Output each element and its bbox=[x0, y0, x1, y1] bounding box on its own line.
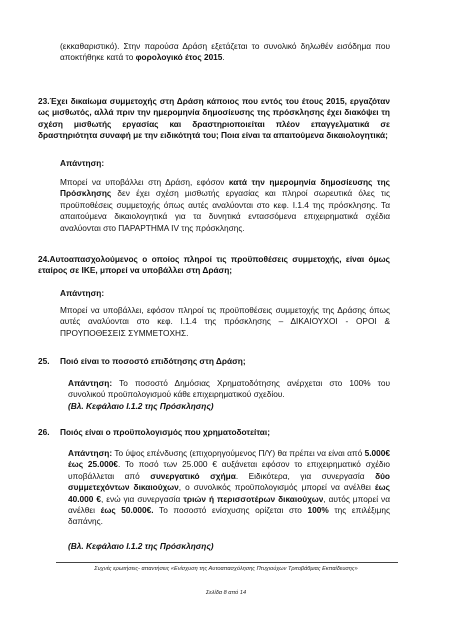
answer-emphasis: κατά την ημερομηνία δημοσίευσης της Πρόσκλησης bbox=[60, 177, 390, 199]
answer-emphasis: συνεργατικό σχήμα bbox=[150, 470, 236, 481]
answer-label: Απάντηση: bbox=[68, 378, 113, 388]
answer-text: . Ειδικότερα, για συνεργασία bbox=[235, 470, 376, 481]
answer-label: Απάντηση: bbox=[68, 448, 113, 458]
question-25 bbox=[38, 356, 390, 367]
answer-26 bbox=[68, 448, 390, 528]
answer-23 bbox=[60, 177, 390, 234]
answer-text: , αυτός μπορεί να ανέλθει bbox=[68, 493, 390, 516]
question-number: 25. bbox=[38, 356, 50, 366]
footer-title: Συχνές ερωτήσεις- απαντήσεις «Ενίσχυση της Αυτοαπασχόλησης Πτυχιούχων Τριτοβάθμιας Εκπαίδευσης» bbox=[94, 566, 358, 572]
answer-emphasis: 100% bbox=[307, 505, 329, 516]
answer-emphasis: έως 50.000€. bbox=[100, 505, 154, 516]
answer-text: , ενώ για συνεργασία bbox=[100, 493, 184, 504]
question-text: Έχει δικαίωμα συμμετοχής στη Δράση κάποιος που εντός του έτους 2015, εργαζόταν ως μισθωτός, αλλά πριν την ημερομηνία δημοσίευσης της πρόσκλησης έχει διακόψει τη σχέση μισθωτής εργασίας και δραστηριοποιείται πλέον επαγγελματικά σε δραστηριότητα συναφή με την ειδικότητά του; Ποια είναι τα απαιτούμενα δικαιολογητικά; bbox=[38, 96, 390, 141]
answer-label-24: Απάντηση: bbox=[60, 288, 105, 298]
answer-text: , ο συνολικός προϋπολογισμός μπορεί να ανέλθει bbox=[178, 482, 375, 493]
answer-text: Το ποσοστό Δημόσιας Χρηματοδότησης ανέρχεται στο 100% του συνολικού προϋπολογισμού κάθε επιχειρηματικού σχεδίου. bbox=[68, 378, 390, 400]
answer-24: Μπορεί να υποβάλλει, εφόσον πληροί τις προϋποθέσεις συμμετοχής της Δράσης όπως αυτές αναλύονται στο κεφ. Ι.1.4 της πρόσκλησης – ΔΙΚΑΙΟΥΧΟΙ - ΟΡΟΙ & ΠΡΟΥΠΟΘΕΣΕΙΣ ΣΥΜΜΕΤΟΧΗΣ. bbox=[60, 305, 390, 338]
question-24 bbox=[38, 254, 390, 277]
question-number: 23. bbox=[38, 96, 50, 106]
intro-text: (εκκαθαριστικό). Στην παρούσα Δράση εξετάζεται το συνολικό δηλωθέν εισόδημα που αποκτήθηκε κατά το bbox=[60, 41, 390, 63]
question-number: 24. bbox=[38, 254, 50, 264]
page-number: Σελίδα 8 από 14 bbox=[205, 590, 247, 596]
answer-emphasis: 5.000€ έως 25.000€ bbox=[68, 448, 390, 470]
question-26 bbox=[38, 427, 390, 438]
answer-text: της επιλέξιμης δαπάνης. bbox=[68, 505, 390, 527]
answer-emphasis: τριών ή περισσοτέρων δικαιούχων bbox=[183, 493, 324, 504]
intro-paragraph bbox=[60, 41, 390, 64]
answer-text: Το ύψος επένδυσης (επιχορηγούμενος Π/Υ) θα πρέπει να είναι από bbox=[112, 448, 365, 458]
answer-25 bbox=[68, 378, 390, 401]
answer-text: δεν έχει σχέση μισθωτής εργασίας και πληροί σωρευτικά όλες τις προϋποθέσεις συμμετοχής όπως αυτές αναλύονται στο κεφ. Ι.1.4 της πρόσκλησης. Τα απαιτούμενα δικαιολογητικά για τα δυνητικά εντασσόμενα επιχειρηματικά σχέδια αναλύονται στο ΠΑΡΑΡΤΗΜΑ IV της πρόσκλησης. bbox=[60, 188, 390, 233]
question-number: 26. bbox=[38, 427, 50, 437]
answer-label-23: Απάντηση: bbox=[60, 158, 105, 168]
reference-25: (Βλ. Κεφάλαιο Ι.1.2 της Πρόσκλησης) bbox=[68, 401, 214, 411]
answer-text: Το ποσοστό ενίσχυσης ορίζεται στο bbox=[153, 505, 308, 516]
question-text: Ποιό είναι το ποσοστό επιδότησης στη Δράση; bbox=[60, 356, 246, 366]
answer-text: . Το ποσό των 25.000 € αυξάνεται εφόσον το επιχειρηματικό σχέδιο υποβάλλεται από bbox=[68, 459, 390, 481]
reference-26: (Βλ. Κεφάλαιο Ι.1.2 της Πρόσκλησης) bbox=[68, 541, 214, 551]
intro-end: . bbox=[222, 52, 225, 63]
answer-emphasis: δύο συμμετεχόντων δικαιούχων bbox=[68, 470, 390, 493]
tax-year: φορολογικό έτος 2015 bbox=[135, 52, 223, 63]
question-text: Αυτοαπασχολούμενος ο οποίος πληροί τις προϋποθέσεις συμμετοχής, είναι όμως εταίρος σε ΙΚΕ, μπορεί να υποβάλλει στη Δράση; bbox=[38, 254, 390, 276]
footer-divider bbox=[56, 562, 398, 563]
answer-emphasis: έως 40.000 € bbox=[68, 482, 390, 504]
question-23 bbox=[38, 96, 390, 142]
answer-text: Μπορεί να υποβάλλει στη Δράση, εφόσον bbox=[60, 177, 229, 187]
question-text: Ποιός είναι ο προϋπολογισμός που χρηματοδοτείται; bbox=[60, 427, 270, 437]
